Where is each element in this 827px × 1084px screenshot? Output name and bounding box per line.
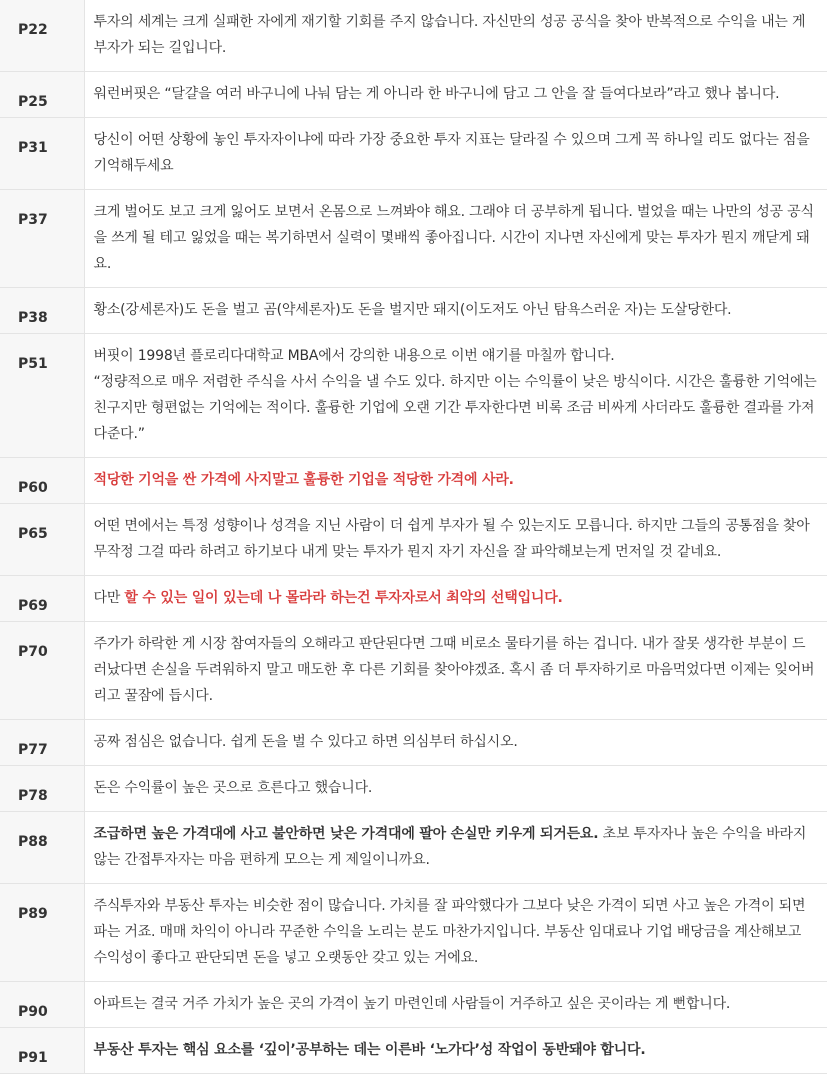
page-number-cell: P91: [0, 1028, 84, 1074]
table-row: [0, 0, 827, 72]
quote-text: 워런버핏은 “달걀을 여러 바구니에 나눠 담는 게 아니라 한 바구니에 담고 그 안을 잘 들여다보라”라고 했나 봅니다.: [93, 86, 780, 102]
table-row: [0, 982, 827, 1028]
highlighted-quote-text: 적당한 기억을 싼 가격에 사지말고 훌륭한 기업을 적당한 가격에 사라.: [93, 472, 514, 488]
bold-quote-text: 조급하면 높은 가격대에 사고 불안하면 낮은 가격대에 팔아 손실만 키우게 되거든요.: [93, 826, 599, 842]
table-row: [0, 72, 827, 118]
quote-cell: [84, 576, 827, 622]
page-number-cell: P65: [0, 504, 84, 576]
quote-cell: [84, 812, 827, 884]
quote-cell: [84, 0, 827, 72]
page-number-cell: P51: [0, 334, 84, 458]
quote-text: 어떤 면에서는 특정 성향이나 성격을 지닌 사람이 더 쉽게 부자가 될 수 있는지도 모릅니다. 하지만 그들의 공통점을 찾아 무작정 그걸 따라 하려고 하기보다 내게 맞는 투자가 뭔지 자기 자신을 잘 파악해보는게 먼저일 것 같네요.: [93, 518, 810, 560]
table-row: [0, 766, 827, 812]
quote-cell: [84, 720, 827, 766]
quote-text: 아파트는 결국 거주 가치가 높은 곳의 가격이 높기 마련인데 사람들이 거주하고 싶은 곳이라는 게 뻔합니다.: [93, 996, 731, 1012]
page-number-cell: P38: [0, 288, 84, 334]
table-row: [0, 118, 827, 190]
page-number-cell: P22: [0, 0, 84, 72]
quote-text: 당신이 어떤 상황에 놓인 투자자이냐에 따라 가장 중요한 투자 지표는 달라질 수 있으며 그게 꼭 하나일 리도 없다는 점을 기억해두세요: [93, 132, 810, 174]
quote-cell: [84, 118, 827, 190]
quote-cell: [84, 766, 827, 812]
page-number-cell: P90: [0, 982, 84, 1028]
quote-cell: [84, 458, 827, 504]
quote-text: 주식투자와 부동산 투자는 비슷한 점이 많습니다. 가치를 잘 파악했다가 그보다 낮은 가격이 되면 사고 높은 가격이 되면 파는 거죠. 매매 차익이 아니라 꾸준한 수익을 노리는 분도 마찬가지입니다. 부동산 임대료나 기업 배당금을 계산해보고 수익성이 좋다고 판단되면 돈을 넣고 오랫동안 갖고 있는 거에요.: [93, 898, 806, 966]
table-row: [0, 576, 827, 622]
quote-text: 크게 벌어도 보고 크게 잃어도 보면서 온몸으로 느껴봐야 해요. 그래야 더 공부하게 됩니다. 벌었을 때는 나만의 성공 공식을 쓰게 될 테고 잃었을 때는 복기하면서 실력이 몇배씩 좋아집니다. 시간이 지나면 자신에게 맞는 투자가 뭔지 깨닫게 돼요.: [93, 204, 814, 272]
page-number-cell: P77: [0, 720, 84, 766]
table-row: [0, 288, 827, 334]
table-row: [0, 458, 827, 504]
quote-cell: [84, 982, 827, 1028]
page-number-cell: P88: [0, 812, 84, 884]
page-number-cell: P37: [0, 190, 84, 288]
table-row: [0, 720, 827, 766]
quote-text: “정량적으로 매우 저렴한 주식을 사서 수익을 낼 수도 있다. 하지만 이는 수익률이 낮은 방식이다. 시간은 훌륭한 기억에는 친구지만 형편없는 기억에는 적이다. 훌륭한 기업에 오랜 기간 투자한다면 비록 조금 비싸게 사더라도 훌륭한 결과를 가져다준다.”: [93, 374, 817, 442]
quote-cell: [84, 884, 827, 982]
table-row: [0, 334, 827, 458]
page-number-cell: P70: [0, 622, 84, 720]
quote-cell: [84, 622, 827, 720]
quote-cell: [84, 190, 827, 288]
page-number-cell: P60: [0, 458, 84, 504]
quote-cell: [84, 72, 827, 118]
quote-text: 황소(강세론자)도 돈을 벌고 곰(약세론자)도 돈을 벌지만 돼지(이도저도 아닌 탐욕스러운 자)는 도살당한다.: [93, 302, 732, 318]
bold-quote-text: 부동산 투자는 핵심 요소를 ‘깊이’공부하는 데는 이른바 ‘노가다’성 작업이 동반돼야 합니다.: [93, 1042, 646, 1058]
table-row: [0, 1028, 827, 1074]
page-number-cell: P31: [0, 118, 84, 190]
quote-text: 다만: [93, 590, 125, 606]
highlighted-quote-text: 할 수 있는 일이 있는데 나 몰라라 하는건 투자자로서 최악의 선택입니다.: [124, 590, 563, 606]
quote-text: 주가가 하락한 게 시장 참여자들의 오해라고 판단된다면 그때 비로소 물타기를 하는 겁니다. 내가 잘못 생각한 부분이 드러났다면 손실을 두려워하지 말고 매도한 후 다른 기회를 찾아야겠죠. 혹시 좀 더 투자하기로 마음먹었다면 이제는 잊어버리고 꿀잠에 듭시다.: [93, 636, 815, 704]
table-row: [0, 884, 827, 982]
quote-text-line: 버핏이 1998년 플로리다대학교 MBA에서 강의한 내용으로 이번 얘기를 마칠까 합니다.: [93, 348, 615, 364]
quote-text: 초보 투자자나 높은 수익을 바라지 않는 간접투자자는 마음 편하게 모으는 게 제일이니까요.: [93, 826, 807, 868]
quote-cell: [84, 334, 827, 458]
quote-cell: [84, 1028, 827, 1074]
table-row: [0, 190, 827, 288]
page-number-cell: P89: [0, 884, 84, 982]
page-number-cell: P25: [0, 72, 84, 118]
quote-cell: [84, 504, 827, 576]
page-number-cell: P69: [0, 576, 84, 622]
quote-text: 공짜 점심은 없습니다. 쉽게 돈을 벌 수 있다고 하면 의심부터 하십시오.: [93, 734, 518, 750]
table-row: [0, 622, 827, 720]
quote-text: 투자의 세계는 크게 실패한 자에게 재기할 기회를 주지 않습니다. 자신만의 성공 공식을 찾아 반복적으로 수익을 내는 게 부자가 되는 길입니다.: [93, 14, 806, 56]
quote-cell: [84, 288, 827, 334]
page-number-cell: P78: [0, 766, 84, 812]
quote-text: 돈은 수익률이 높은 곳으로 흐른다고 했습니다.: [93, 780, 373, 796]
table-row: [0, 504, 827, 576]
table-row: [0, 812, 827, 884]
